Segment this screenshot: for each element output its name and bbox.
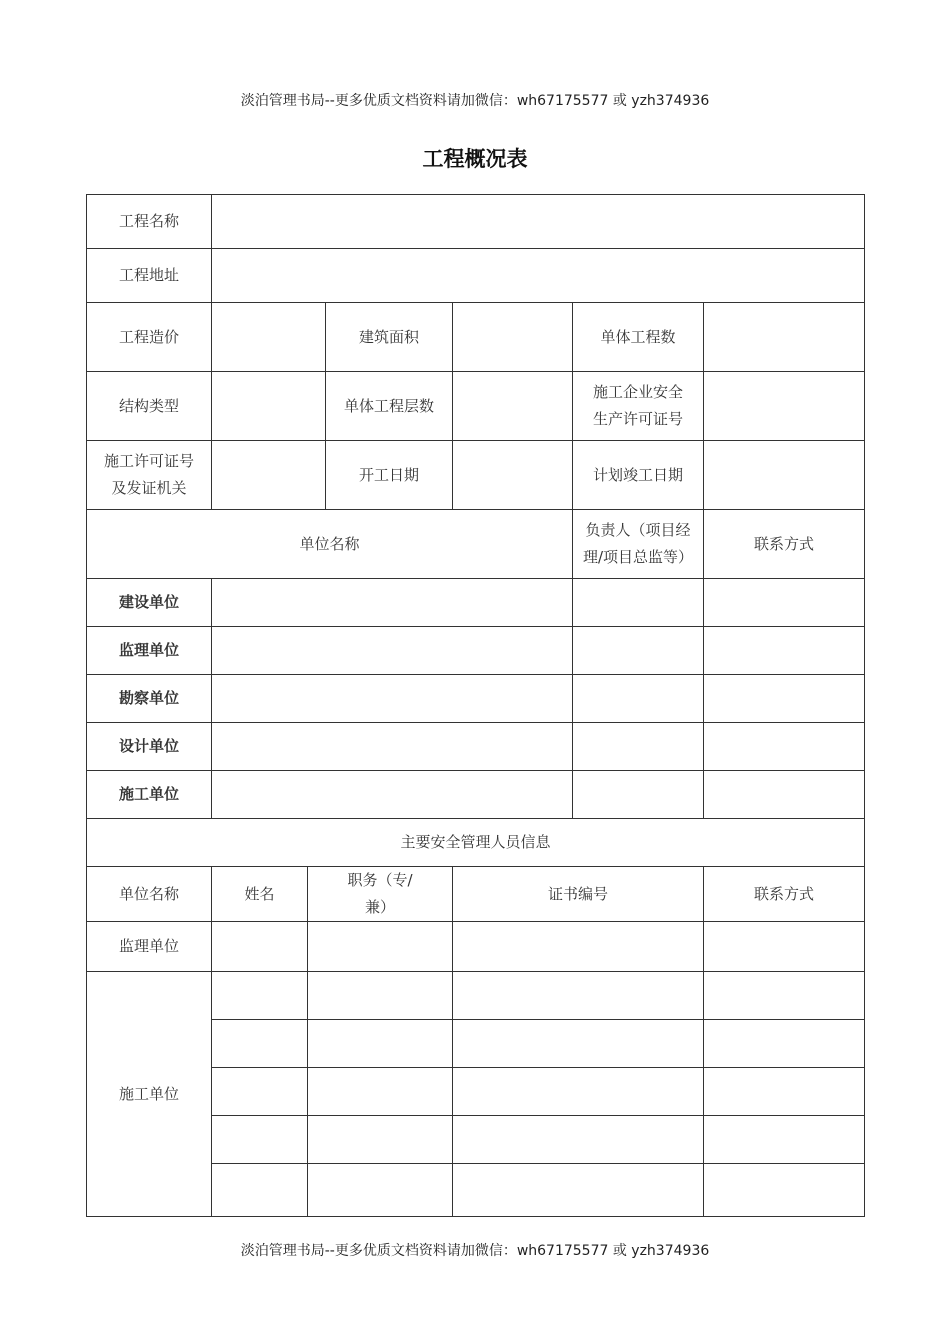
header-staff-cert-no: 证书编号 <box>453 867 704 922</box>
row-structure-floors-license <box>87 372 865 441</box>
page-title: 工程概况表 <box>422 147 528 171</box>
header-staff-name: 姓名 <box>212 867 308 922</box>
row-cost-area-count <box>87 303 865 372</box>
row-staff-header <box>87 867 865 922</box>
row-project-address <box>87 249 865 303</box>
value-staff-duty[interactable] <box>308 1020 453 1068</box>
value-staff-name[interactable] <box>212 972 308 1020</box>
value-staff-duty[interactable] <box>308 1116 453 1164</box>
label-project-address: 工程地址 <box>87 249 212 303</box>
header-contact: 联系方式 <box>704 510 865 579</box>
label-line: 兼） <box>364 898 395 916</box>
value-staff-contact[interactable] <box>704 972 865 1020</box>
value-staff-contact[interactable] <box>704 1068 865 1116</box>
value-responsible-person[interactable] <box>573 675 704 723</box>
value-contact[interactable] <box>704 579 865 627</box>
value-safety-production-license[interactable] <box>704 372 865 441</box>
label-project-cost: 工程造价 <box>87 303 212 372</box>
label-line: 生产许可证号 <box>592 410 683 428</box>
label-line: 负责人（项目经 <box>585 521 691 539</box>
value-responsible-person[interactable] <box>573 627 704 675</box>
value-unit-name[interactable] <box>212 675 573 723</box>
value-structure-type[interactable] <box>212 372 326 441</box>
value-contact[interactable] <box>704 771 865 819</box>
label-staff-construction-unit: 施工单位 <box>87 972 212 1217</box>
value-staff-duty[interactable] <box>308 922 453 972</box>
row-unit <box>87 579 865 627</box>
value-staff-contact[interactable] <box>704 1116 865 1164</box>
value-staff-duty[interactable] <box>308 972 453 1020</box>
value-staff-cert-no[interactable] <box>453 922 704 972</box>
value-contact[interactable] <box>704 723 865 771</box>
label-building-area: 建筑面积 <box>326 303 453 372</box>
value-staff-contact[interactable] <box>704 1164 865 1217</box>
header-staff-duty <box>308 867 453 922</box>
value-responsible-person[interactable] <box>573 723 704 771</box>
footer-watermark-note: 淡泊管理书局--更多优质文档资料请加微信：wh67175577 或 yzh374936 <box>240 1243 710 1259</box>
value-staff-name[interactable] <box>212 1164 308 1217</box>
header-staff-contact: 联系方式 <box>704 867 865 922</box>
label-line: 职务（专/ <box>347 871 413 889</box>
row-unit <box>87 675 865 723</box>
value-staff-cert-no[interactable] <box>453 1020 704 1068</box>
project-overview-table <box>86 194 865 1217</box>
row-permit-dates <box>87 441 865 510</box>
value-contact[interactable] <box>704 627 865 675</box>
label-line: 理/项目总监等） <box>582 548 694 566</box>
label-line: 及发证机关 <box>111 479 187 497</box>
label-project-name: 工程名称 <box>87 195 212 249</box>
value-staff-cert-no[interactable] <box>453 1068 704 1116</box>
value-start-date[interactable] <box>453 441 573 510</box>
value-staff-name[interactable] <box>212 922 308 972</box>
value-staff-name[interactable] <box>212 1116 308 1164</box>
label-structure-type: 结构类型 <box>87 372 212 441</box>
value-construction-permit[interactable] <box>212 441 326 510</box>
section-title-safety-staff: 主要安全管理人员信息 <box>87 819 865 867</box>
value-staff-name[interactable] <box>212 1068 308 1116</box>
value-unit-name[interactable] <box>212 579 573 627</box>
label-planned-completion-date: 计划竣工日期 <box>573 441 704 510</box>
value-project-name[interactable] <box>212 195 865 249</box>
label-line: 施工企业安全 <box>592 383 683 401</box>
value-responsible-person[interactable] <box>573 771 704 819</box>
row-units-header <box>87 510 865 579</box>
value-staff-duty[interactable] <box>308 1164 453 1217</box>
value-planned-completion-date[interactable] <box>704 441 865 510</box>
row-unit <box>87 627 865 675</box>
label-unit: 监理单位 <box>87 627 212 675</box>
value-project-address[interactable] <box>212 249 865 303</box>
header-staff-unit-name: 单位名称 <box>87 867 212 922</box>
value-staff-duty[interactable] <box>308 1068 453 1116</box>
value-project-cost[interactable] <box>212 303 326 372</box>
label-safety-production-license <box>573 372 704 441</box>
row-unit <box>87 723 865 771</box>
value-responsible-person[interactable] <box>573 579 704 627</box>
row-staff-construction <box>87 972 865 1020</box>
row-unit <box>87 771 865 819</box>
value-unit-project-count[interactable] <box>704 303 865 372</box>
row-project-name <box>87 195 865 249</box>
label-unit: 设计单位 <box>87 723 212 771</box>
label-unit: 施工单位 <box>87 771 212 819</box>
label-staff-supervision-unit: 监理单位 <box>87 922 212 972</box>
value-unit-project-floors[interactable] <box>453 372 573 441</box>
label-unit-project-floors: 单体工程层数 <box>326 372 453 441</box>
label-unit: 建设单位 <box>87 579 212 627</box>
value-staff-name[interactable] <box>212 1020 308 1068</box>
label-construction-permit <box>87 441 212 510</box>
row-staff-supervision <box>87 922 865 972</box>
label-unit: 勘察单位 <box>87 675 212 723</box>
value-staff-contact[interactable] <box>704 1020 865 1068</box>
value-contact[interactable] <box>704 675 865 723</box>
header-unit-name: 单位名称 <box>87 510 573 579</box>
value-staff-cert-no[interactable] <box>453 1116 704 1164</box>
value-unit-name[interactable] <box>212 723 573 771</box>
value-staff-contact[interactable] <box>704 922 865 972</box>
label-start-date: 开工日期 <box>326 441 453 510</box>
row-safety-section-title <box>87 819 865 867</box>
label-line: 施工许可证号 <box>103 452 194 470</box>
value-unit-name[interactable] <box>212 627 573 675</box>
header-responsible-person <box>573 510 704 579</box>
value-unit-name[interactable] <box>212 771 573 819</box>
value-staff-cert-no[interactable] <box>453 972 704 1020</box>
label-unit-project-count: 单体工程数 <box>573 303 704 372</box>
header-watermark-note: 淡泊管理书局--更多优质文档资料请加微信：wh67175577 或 yzh374936 <box>240 93 710 109</box>
value-building-area[interactable] <box>453 303 573 372</box>
value-staff-cert-no[interactable] <box>453 1164 704 1217</box>
